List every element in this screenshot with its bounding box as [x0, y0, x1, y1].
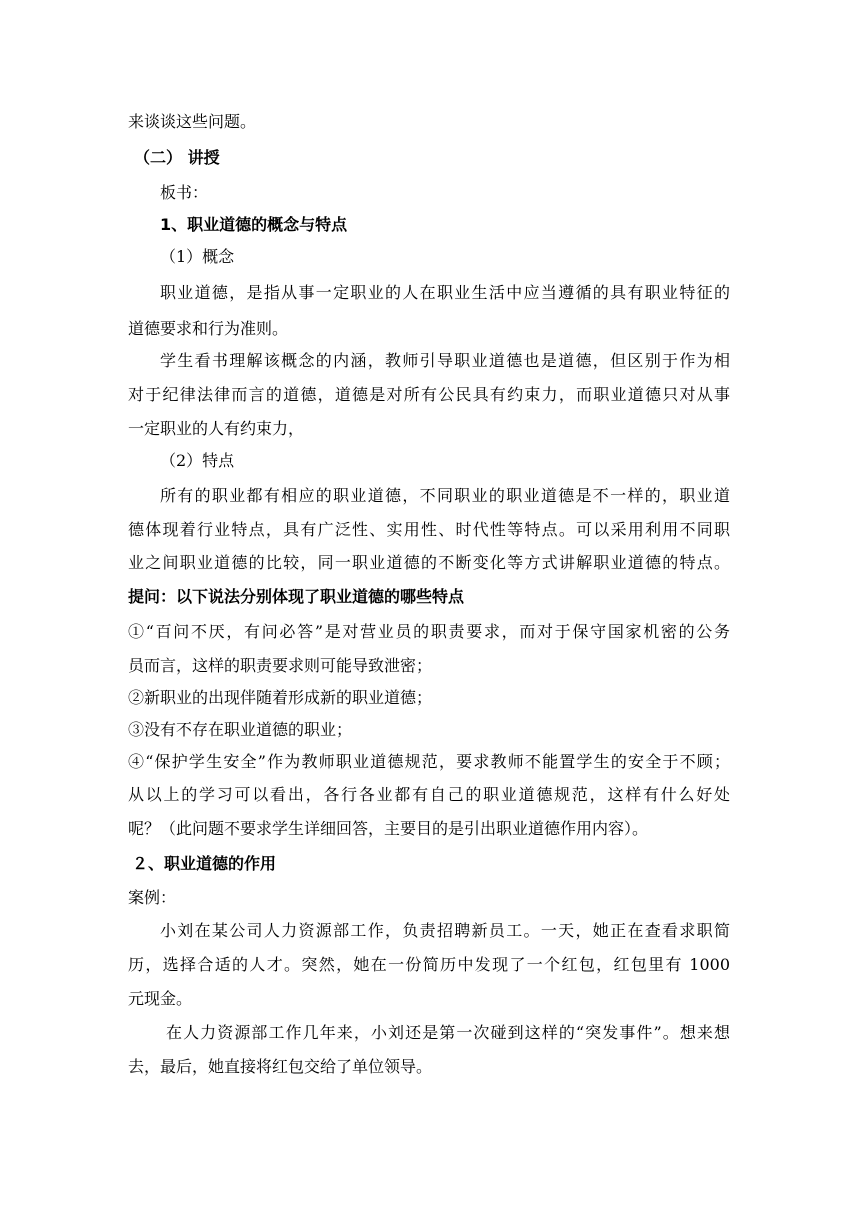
case-paragraph-line: 历，选择合适的人才。突然，她在一份简历中发现了一个红包，红包里有 1000 — [128, 955, 730, 974]
list-item: ①“百问不厌，有问必答”是对营业员的职责要求，而对于保守国家机密的公务 — [128, 622, 730, 641]
paragraph-line: 一定职业的人有约束力， — [128, 419, 305, 438]
paragraph-line: 从以上的学习可以看出，各行各业都有自己的职业道德规范，这样有什么好处 — [128, 785, 730, 804]
paragraph-line: 职业道德，是指从事一定职业的人在职业生活中应当遵循的具有职业特征的 — [160, 283, 730, 302]
case-paragraph-line: 去，最后，她直接将红包交给了单位领导。 — [128, 1057, 433, 1076]
list-item: ④“保护学生安全”作为教师职业道德规范，要求教师不能置学生的安全于不顾； — [128, 752, 730, 771]
list-item-continuation: 员而言，这样的职责要求则可能导致泄密； — [128, 656, 433, 675]
list-item: ②新职业的出现伴随着形成新的职业道德； — [128, 688, 433, 707]
subheading-role: ２、职业道德的作用 — [132, 854, 277, 873]
paragraph-line: 学生看书理解该概念的内涵，教师引导职业道德也是道德，但区别于作为相 — [160, 351, 730, 370]
question-heading: 提问：以下说法分别体现了职业道德的哪些特点 — [128, 587, 465, 606]
case-label: 案例： — [128, 888, 177, 907]
paragraph-line: 道德要求和行为准则。 — [128, 319, 289, 338]
item-heading-features: （2）特点 — [160, 451, 235, 470]
case-paragraph-line: 元现金。 — [128, 989, 193, 1008]
paragraph-line: 所有的职业都有相应的职业道德，不同职业的职业道德是不一样的，职业道 — [160, 486, 730, 505]
paragraph-line: 来谈谈这些问题。 — [128, 112, 257, 131]
section-heading: （二） 讲授 — [134, 148, 220, 167]
paragraph-line: 德体现着行业特点，具有广泛性、实用性、时代性等特点。可以采用利用不同职 — [128, 520, 730, 539]
case-paragraph-line: 在人力资源部工作几年来，小刘还是第一次碰到这样的“突发事件”。想来想 — [166, 1023, 730, 1042]
list-item: ③没有不存在职业道德的职业； — [128, 720, 353, 739]
paragraph-line: 呢？（此问题不要求学生详细回答，主要目的是引出职业道德作用内容）。 — [128, 819, 649, 838]
item-heading-concept: （1）概念 — [160, 247, 235, 266]
board-label: 板书： — [160, 183, 209, 202]
paragraph-line: 业之间职业道德的比较，同一职业道德的不断变化等方式讲解职业道德的特点。 — [128, 553, 730, 572]
case-paragraph-line: 小刘在某公司人力资源部工作，负责招聘新员工。一天，她正在查看求职简 — [160, 921, 730, 940]
paragraph-line: 对于纪律法律而言的道德，道德是对所有公民具有约束力，而职业道德只对从事 — [128, 385, 730, 404]
subheading-concept-features: 1、职业道德的概念与特点 — [160, 215, 348, 234]
